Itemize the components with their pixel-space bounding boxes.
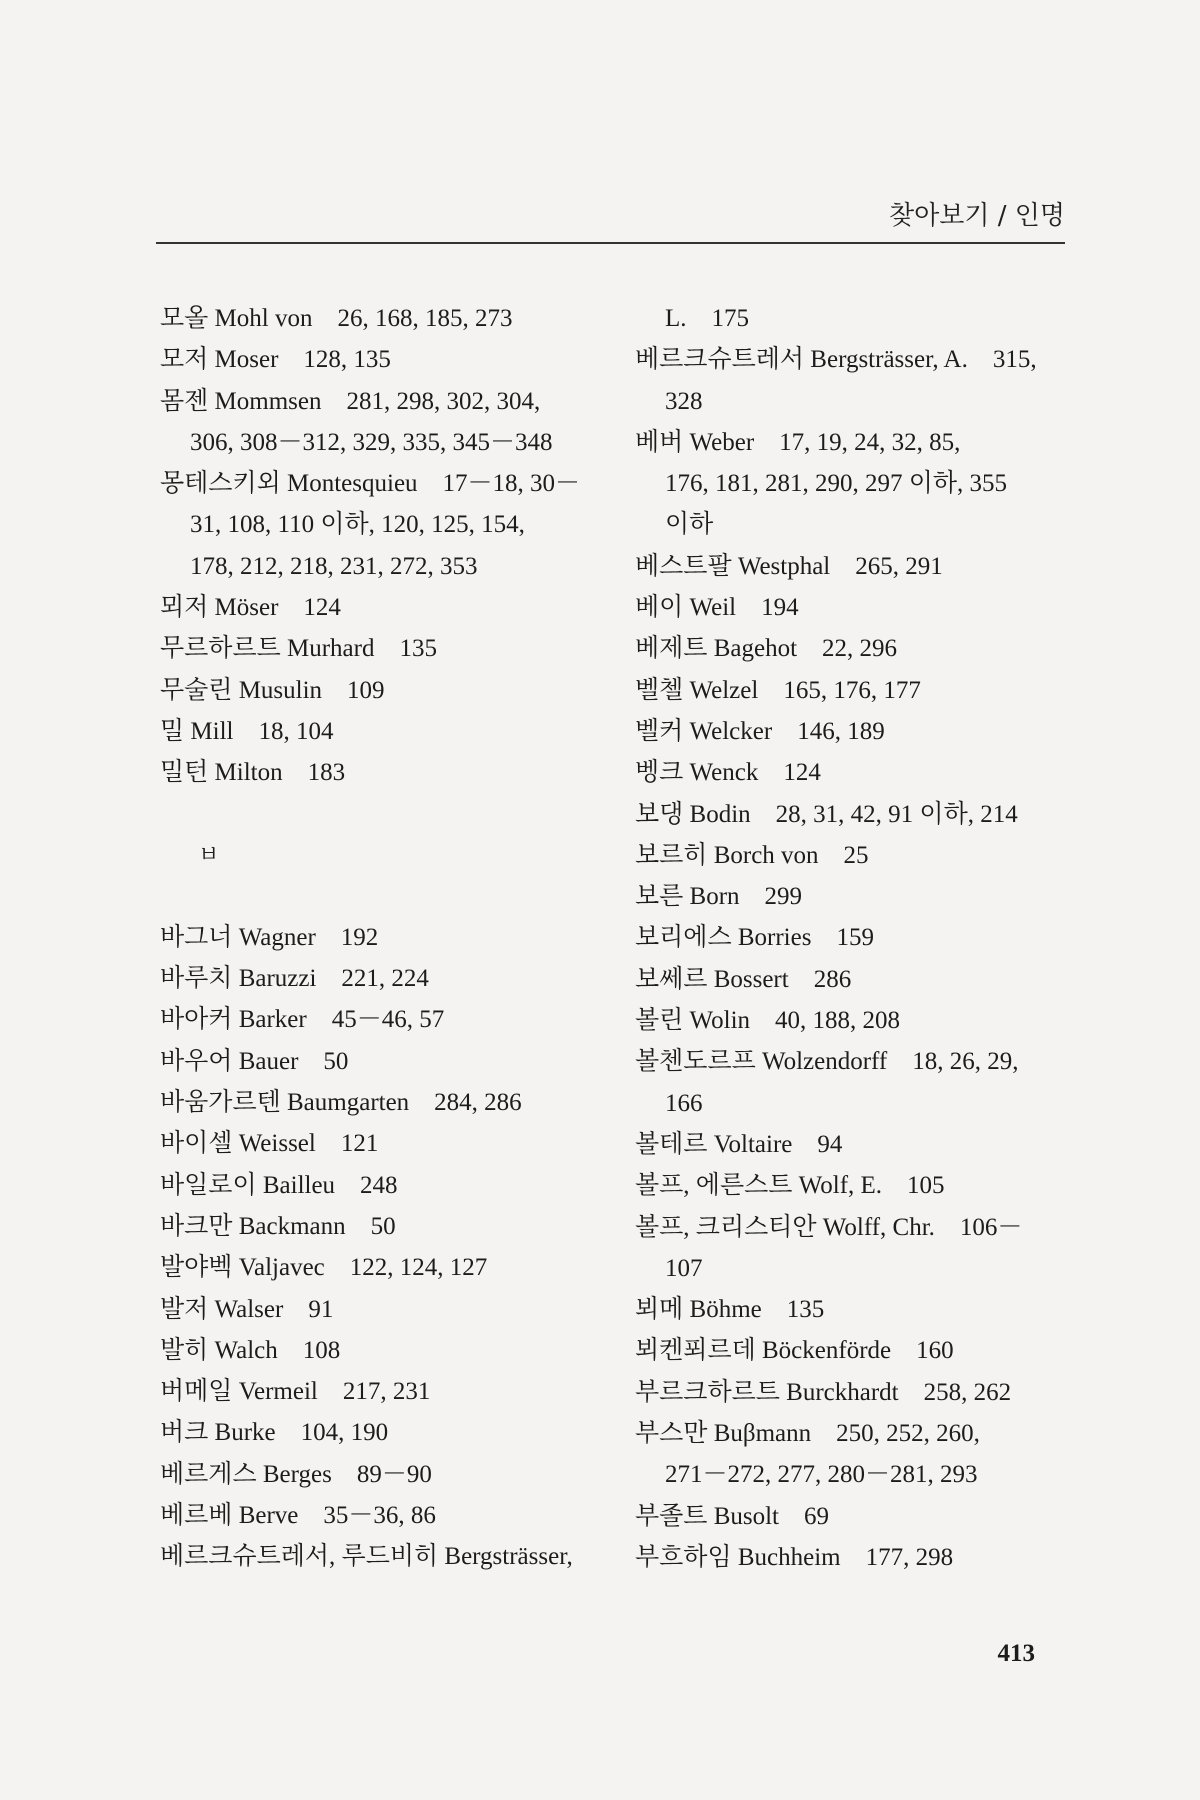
index-entry: 몽테스키외 Montesquieu 17－18, 30－ [160,470,581,498]
index-entry: 바아커 Barker 45－46, 57 [160,1006,445,1034]
index-entry: 바일로이 Bailleu 248 [160,1171,398,1199]
index-entry-continuation: 178, 212, 218, 231, 272, 353 [190,552,478,580]
index-entry: 벨첼 Welzel 165, 176, 177 [635,676,921,704]
index-column-left [160,298,600,1578]
index-entry: 볼테르 Voltaire 94 [635,1130,843,1158]
index-entry-continuation: 328 [665,387,703,415]
header-rule [156,242,1065,244]
index-entry: 보댕 Bodin 28, 31, 42, 91 이하, 214 [635,800,1018,828]
index-entry: 부르크하르트 Burckhardt 258, 262 [635,1378,1012,1406]
index-entry: 발저 Walser 91 [160,1295,334,1323]
index-entry: 볼린 Wolin 40, 188, 208 [635,1007,901,1035]
index-entry: 바그너 Wagner 192 [160,923,379,951]
index-entry: 바우어 Bauer 50 [160,1047,349,1075]
index-entry: 무술린 Musulin 109 [160,676,385,704]
index-entry: 무르하르트 Murhard 135 [160,635,437,663]
index-entry: 모올 Mohl von 26, 168, 185, 273 [160,305,513,332]
index-entry: 버메일 Vermeil 217, 231 [160,1378,431,1406]
index-entry: 보르히 Borch von 25 [635,841,869,869]
index-entry: 베르크슈트레서 Bergsträsser, A. 315, [635,346,1037,374]
index-entry: 볼첸도르프 Wolzendorff 18, 26, 29, [635,1048,1019,1076]
index-entry: 베스트팔 Westphal 265, 291 [635,552,943,580]
index-entry: 바움가르텐 Baumgarten 284, 286 [160,1089,522,1117]
page-number: 413 [997,1640,1035,1667]
index-entry: 보른 Born 299 [635,883,803,911]
index-entry-continuation: 107 [665,1254,703,1282]
index-entry: 바크만 Backmann 50 [160,1212,396,1240]
index-entry: 바이셀 Weissel 121 [160,1130,379,1158]
index-column-right [635,298,1075,1578]
index-entry: 밀 Mill 18, 104 [160,717,334,745]
index-entry: 베제트 Bagehot 22, 296 [635,635,898,663]
index-entry: 모저 Moser 128, 135 [160,346,391,374]
index-entry-continuation: L. 175 [665,305,750,332]
index-entry: 베르베 Berve 35－36, 86 [160,1502,436,1530]
index-entry-continuation: 166 [665,1089,703,1117]
index-entry: 부졸트 Busolt 69 [635,1502,829,1530]
index-entry: 몸젠 Mommsen 281, 298, 302, 304, [160,387,541,415]
section-heading: ㅂ [198,842,220,868]
index-entry: 부흐하임 Buchheim 177, 298 [635,1543,954,1571]
index-entry: 베르크슈트레서, 루드비히 Bergsträsser, [160,1543,573,1571]
index-entry-continuation: 이하 [665,511,714,539]
index-entry: 베이 Weil 194 [635,594,799,622]
index-entry: 보리에스 Borries 159 [635,924,874,952]
index-entry: 벵크 Wenck 124 [635,759,821,787]
index-entry: 부스만 Buβmann 250, 252, 260, [635,1420,980,1448]
index-entry: 바루치 Baruzzi 221, 224 [160,965,429,993]
index-entry: 벨커 Welcker 146, 189 [635,717,885,745]
index-entry: 뵈켄푀르데 Böckenförde 160 [635,1337,954,1365]
index-entry: 밀턴 Milton 183 [160,759,346,787]
index-entry: 발히 Walch 108 [160,1336,341,1364]
index-entry-continuation: 271－272, 277, 280－281, 293 [665,1461,978,1489]
index-entry: 보쎄르 Bossert 286 [635,965,852,993]
index-entry-continuation: 306, 308－312, 329, 335, 345－348 [190,428,553,456]
index-entry: 버크 Burke 104, 190 [160,1419,389,1447]
index-entry-continuation: 176, 181, 281, 290, 297 이하, 355 [665,470,1008,498]
index-entry: 볼프, 에른스트 Wolf, E. 105 [635,1172,945,1200]
index-entry-continuation: 31, 108, 110 이하, 120, 125, 154, [190,511,525,539]
index-entry: 발야벡 Valjavec 122, 124, 127 [160,1254,488,1282]
index-entry: 베르게스 Berges 89－90 [160,1460,432,1488]
index-entry: 뵈메 Böhme 135 [635,1296,825,1324]
index-entry: 볼프, 크리스티안 Wolff, Chr. 106－ [635,1213,1023,1241]
running-header: 찾아보기 / 인명 [889,201,1065,231]
index-entry: 베버 Weber 17, 19, 24, 32, 85, [635,428,961,456]
index-entry: 뫼저 Möser 124 [160,594,341,622]
